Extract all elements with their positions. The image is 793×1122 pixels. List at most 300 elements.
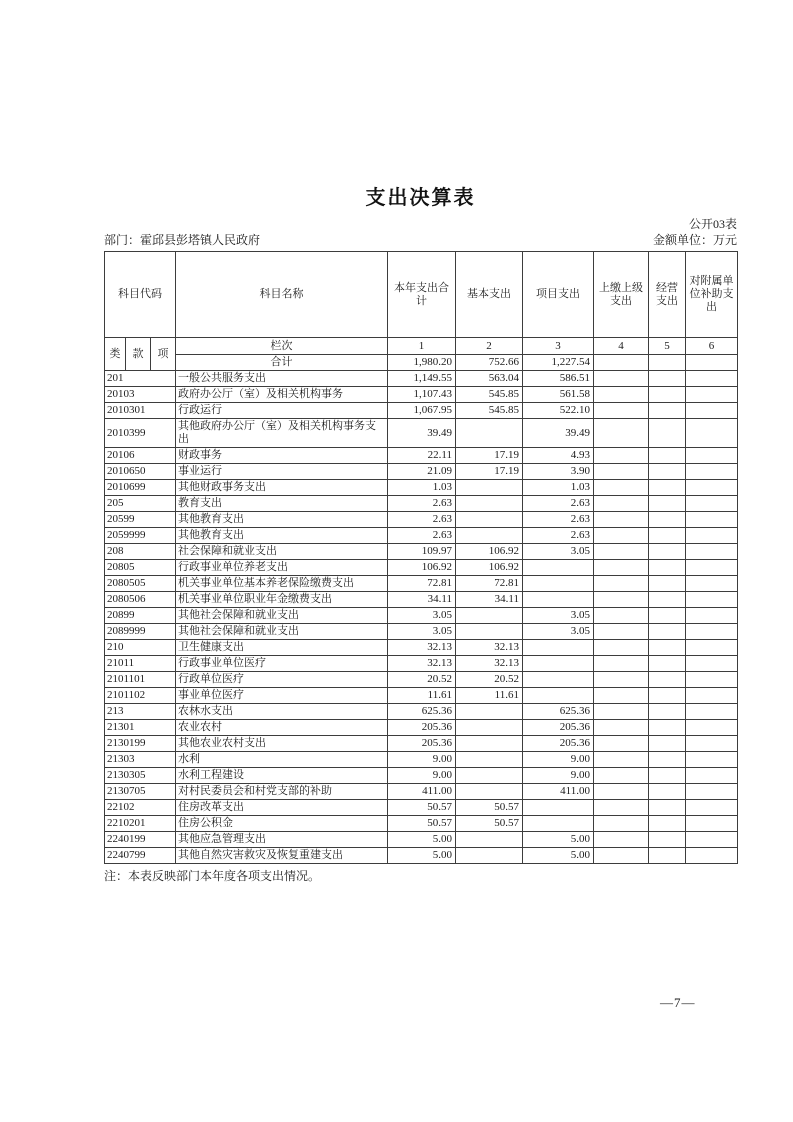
basic-expense-cell [456,704,523,720]
subject-code-cell: 2240199 [105,832,176,848]
project-expense-cell [523,560,594,576]
operating-expense-cell [649,448,686,464]
upper-remit-cell [594,800,649,816]
subsidy-expense-cell [686,419,738,448]
project-expense-cell: 3.90 [523,464,594,480]
subject-code-cell: 2010301 [105,403,176,419]
upper-remit-cell [594,592,649,608]
subject-name-cell: 卫生健康支出 [176,640,388,656]
unit-label: 金额单位：万元 [652,233,737,247]
table-row [105,560,738,576]
subject-code-cell: 21303 [105,752,176,768]
project-expense-cell [523,800,594,816]
upper-remit-cell [594,608,649,624]
page-number: —7— [660,995,696,1010]
subject-name-cell: 其他应急管理支出 [176,832,388,848]
subject-name-cell: 其他教育支出 [176,528,388,544]
basic-expense-cell: 106.92 [456,560,523,576]
upper-remit-cell [594,736,649,752]
subject-code-cell: 20106 [105,448,176,464]
total-expense-cell: 32.13 [388,656,456,672]
subsidy-expense-cell [686,480,738,496]
operating-expense-cell [649,832,686,848]
operating-expense-cell [649,672,686,688]
operating-expense-cell [649,528,686,544]
upper-remit-cell [594,371,649,387]
operating-expense-cell [649,464,686,480]
subject-code-cell: 2089999 [105,624,176,640]
operating-expense-cell [649,371,686,387]
subject-name-cell: 农林水支出 [176,704,388,720]
upper-remit-cell [594,496,649,512]
subject-name-cell: 社会保障和就业支出 [176,544,388,560]
operating-expense-cell [649,768,686,784]
project-expense-cell: 2.63 [523,496,594,512]
subject-name-cell: 其他社会保障和就业支出 [176,608,388,624]
project-expense-cell [523,592,594,608]
grand-total-row [105,355,738,371]
basic-expense-cell: 545.85 [456,403,523,419]
project-expense-cell: 3.05 [523,608,594,624]
total-expense-cell: 9.00 [388,768,456,784]
table-row [105,464,738,480]
total-expense-cell: 32.13 [388,640,456,656]
subject-name-cell: 机关事业单位职业年金缴费支出 [176,592,388,608]
subsidy-expense-cell [686,768,738,784]
subject-code-cell: 2130305 [105,768,176,784]
table-row [105,480,738,496]
subject-name-cell: 其他教育支出 [176,512,388,528]
total-label: 合计 [176,355,388,371]
project-expense-cell: 39.49 [523,419,594,448]
project-expense-cell: 4.93 [523,448,594,464]
table-row [105,832,738,848]
subject-name-cell: 农业农村 [176,720,388,736]
basic-expense-cell: 32.13 [456,656,523,672]
project-expense-cell [523,576,594,592]
basic-expense-cell [456,624,523,640]
subject-code-cell: 2080506 [105,592,176,608]
subject-name-cell: 事业运行 [176,464,388,480]
project-expense-cell [523,656,594,672]
subject-code-cell: 210 [105,640,176,656]
total-expense-cell: 20.52 [388,672,456,688]
operating-expense-cell [649,608,686,624]
subsidy-expense-cell [686,387,738,403]
total-value-3: 1,227.54 [523,355,594,371]
subheader-class: 类 [105,338,126,371]
upper-remit-cell [594,512,649,528]
total-expense-cell: 1,067.95 [388,403,456,419]
subsidy-expense-cell [686,371,738,387]
table-container [104,251,737,884]
table-row [105,371,738,387]
subject-name-cell: 政府办公厅（室）及相关机构事务 [176,387,388,403]
operating-expense-cell [649,387,686,403]
subject-code-cell: 2210201 [105,816,176,832]
subject-name-cell: 住房改革支出 [176,800,388,816]
subject-name-cell: 行政事业单位养老支出 [176,560,388,576]
project-expense-cell: 5.00 [523,832,594,848]
upper-remit-cell [594,688,649,704]
header-row [105,252,738,338]
subsidy-expense-cell [686,832,738,848]
subject-code-cell: 201 [105,371,176,387]
total-expense-cell: 9.00 [388,752,456,768]
subject-name-cell: 行政事业单位医疗 [176,656,388,672]
operating-expense-cell [649,544,686,560]
project-expense-cell [523,640,594,656]
basic-expense-cell: 17.19 [456,464,523,480]
subsidy-expense-cell [686,512,738,528]
table-row [105,608,738,624]
subsidy-expense-cell [686,800,738,816]
operating-expense-cell [649,403,686,419]
subject-code-cell: 2101102 [105,688,176,704]
table-row [105,720,738,736]
project-expense-cell: 205.36 [523,720,594,736]
project-expense-cell: 1.03 [523,480,594,496]
department-label: 部门：霍邱县彭塔镇人民政府 [104,233,261,247]
subsidy-expense-cell [686,560,738,576]
table-row [105,419,738,448]
subject-code-cell: 20599 [105,512,176,528]
project-expense-cell: 205.36 [523,736,594,752]
table-row [105,736,738,752]
subheader-item: 项 [151,338,176,371]
basic-expense-cell [456,752,523,768]
col-num-6: 6 [686,338,738,355]
basic-expense-cell [456,512,523,528]
subsidy-expense-cell [686,816,738,832]
table-row [105,544,738,560]
header-basic: 基本支出 [456,252,523,338]
upper-remit-cell [594,624,649,640]
table-row [105,688,738,704]
operating-expense-cell [649,800,686,816]
subsidy-expense-cell [686,752,738,768]
table-row [105,656,738,672]
expenditure-table [104,251,738,864]
upper-remit-cell [594,848,649,864]
total-expense-cell: 109.97 [388,544,456,560]
col-num-4: 4 [594,338,649,355]
total-expense-cell: 5.00 [388,832,456,848]
subject-name-cell: 水利 [176,752,388,768]
operating-expense-cell [649,752,686,768]
basic-expense-cell [456,720,523,736]
upper-remit-cell [594,720,649,736]
subsidy-expense-cell [686,848,738,864]
project-expense-cell: 625.36 [523,704,594,720]
subject-name-cell: 其他自然灾害救灾及恢复重建支出 [176,848,388,864]
subject-code-cell: 21301 [105,720,176,736]
upper-remit-cell [594,672,649,688]
subheader-section: 款 [126,338,151,371]
operating-expense-cell [649,720,686,736]
subject-code-cell: 20899 [105,608,176,624]
project-expense-cell: 3.05 [523,544,594,560]
total-expense-cell: 2.63 [388,512,456,528]
subsidy-expense-cell [686,403,738,419]
basic-expense-cell: 20.52 [456,672,523,688]
subsidy-expense-cell [686,576,738,592]
table-row [105,640,738,656]
subject-code-cell: 205 [105,496,176,512]
basic-expense-cell: 17.19 [456,448,523,464]
operating-expense-cell [649,688,686,704]
basic-expense-cell: 72.81 [456,576,523,592]
upper-remit-cell [594,752,649,768]
basic-expense-cell: 563.04 [456,371,523,387]
table-row [105,672,738,688]
subject-name-cell: 其他社会保障和就业支出 [176,624,388,640]
operating-expense-cell [649,656,686,672]
subject-name-cell: 其他政府办公厅（室）及相关机构事务支出 [176,419,388,448]
operating-expense-cell [649,640,686,656]
table-note: 注：本表反映部门本年度各项支出情况。 [104,869,321,883]
subject-code-cell: 213 [105,704,176,720]
table-row [105,784,738,800]
subject-code-cell: 20805 [105,560,176,576]
table-row [105,403,738,419]
total-expense-cell: 411.00 [388,784,456,800]
lanci-label: 栏次 [176,338,388,355]
meta-line [104,231,737,248]
project-expense-cell: 5.00 [523,848,594,864]
subject-code-cell: 20103 [105,387,176,403]
basic-expense-cell: 32.13 [456,640,523,656]
table-row [105,752,738,768]
header-total: 本年支出合计 [388,252,456,338]
operating-expense-cell [649,576,686,592]
table-row [105,800,738,816]
subject-code-cell: 2059999 [105,528,176,544]
col-num-5: 5 [649,338,686,355]
total-expense-cell: 625.36 [388,704,456,720]
col-num-1: 1 [388,338,456,355]
upper-remit-cell [594,544,649,560]
subsidy-expense-cell [686,464,738,480]
table-row [105,512,738,528]
upper-remit-cell [594,768,649,784]
basic-expense-cell: 11.61 [456,688,523,704]
operating-expense-cell [649,784,686,800]
project-expense-cell: 2.63 [523,528,594,544]
operating-expense-cell [649,592,686,608]
header-subject-code: 科目代码 [105,252,176,338]
upper-remit-cell [594,640,649,656]
operating-expense-cell [649,704,686,720]
subject-name-cell: 教育支出 [176,496,388,512]
subject-name-cell: 一般公共服务支出 [176,371,388,387]
total-expense-cell: 50.57 [388,816,456,832]
basic-expense-cell: 545.85 [456,387,523,403]
subject-code-cell: 2010399 [105,419,176,448]
project-expense-cell [523,672,594,688]
header-operating: 经营支出 [649,252,686,338]
table-row [105,496,738,512]
total-expense-cell: 106.92 [388,560,456,576]
basic-expense-cell: 50.57 [456,816,523,832]
upper-remit-cell [594,560,649,576]
table-row [105,768,738,784]
project-expense-cell: 561.58 [523,387,594,403]
project-expense-cell: 9.00 [523,768,594,784]
upper-remit-cell [594,419,649,448]
upper-remit-cell [594,816,649,832]
subsidy-expense-cell [686,688,738,704]
operating-expense-cell [649,848,686,864]
table-row [105,448,738,464]
upper-remit-cell [594,480,649,496]
subsidy-expense-cell [686,544,738,560]
upper-remit-cell [594,704,649,720]
table-row [105,528,738,544]
subject-code-cell: 2101101 [105,672,176,688]
subsidy-expense-cell [686,624,738,640]
subject-code-cell: 208 [105,544,176,560]
project-expense-cell [523,816,594,832]
basic-expense-cell [456,496,523,512]
total-expense-cell: 5.00 [388,848,456,864]
total-expense-cell: 1,149.55 [388,371,456,387]
subject-name-cell: 住房公积金 [176,816,388,832]
subsidy-expense-cell [686,528,738,544]
project-expense-cell: 3.05 [523,624,594,640]
basic-expense-cell: 34.11 [456,592,523,608]
subsidy-expense-cell [686,496,738,512]
subject-code-cell: 2080505 [105,576,176,592]
subject-code-cell: 2130199 [105,736,176,752]
project-expense-cell: 586.51 [523,371,594,387]
basic-expense-cell: 106.92 [456,544,523,560]
basic-expense-cell: 50.57 [456,800,523,816]
upper-remit-cell [594,656,649,672]
upper-remit-cell [594,448,649,464]
subsidy-expense-cell [686,640,738,656]
page-title: 支出决算表 [365,187,476,209]
table-row [105,704,738,720]
table-row [105,624,738,640]
table-row [105,816,738,832]
basic-expense-cell [456,784,523,800]
basic-expense-cell [456,736,523,752]
col-num-2: 2 [456,338,523,355]
total-expense-cell: 205.36 [388,720,456,736]
total-expense-cell: 1.03 [388,480,456,496]
subject-code-cell: 2010699 [105,480,176,496]
upper-remit-cell [594,387,649,403]
total-value-1: 1,980.20 [388,355,456,371]
table-row [105,576,738,592]
subject-code-cell: 2240799 [105,848,176,864]
total-value-5 [649,355,686,371]
subject-name-cell: 机关事业单位基本养老保险缴费支出 [176,576,388,592]
subject-name-cell: 行政运行 [176,403,388,419]
subsidy-expense-cell [686,448,738,464]
subsidy-expense-cell [686,656,738,672]
subject-code-cell: 2130705 [105,784,176,800]
subject-code-cell: 2010650 [105,464,176,480]
subsidy-expense-cell [686,720,738,736]
total-expense-cell: 11.61 [388,688,456,704]
operating-expense-cell [649,624,686,640]
header-subsidy: 对附属单位补助支出 [686,252,738,338]
total-expense-cell: 205.36 [388,736,456,752]
project-expense-cell [523,688,594,704]
subject-name-cell: 其他农业农村支出 [176,736,388,752]
basic-expense-cell [456,608,523,624]
operating-expense-cell [649,496,686,512]
upper-remit-cell [594,832,649,848]
project-expense-cell: 2.63 [523,512,594,528]
total-expense-cell: 2.63 [388,528,456,544]
project-expense-cell: 411.00 [523,784,594,800]
basic-expense-cell [456,832,523,848]
total-expense-cell: 22.11 [388,448,456,464]
basic-expense-cell [456,528,523,544]
project-expense-cell: 522.10 [523,403,594,419]
operating-expense-cell [649,736,686,752]
operating-expense-cell [649,816,686,832]
subject-code-cell: 22102 [105,800,176,816]
project-expense-cell: 9.00 [523,752,594,768]
subject-name-cell: 水利工程建设 [176,768,388,784]
col-num-3: 3 [523,338,594,355]
total-expense-cell: 3.05 [388,608,456,624]
operating-expense-cell [649,480,686,496]
subject-name-cell: 对村民委员会和村党支部的补助 [176,784,388,800]
header-upper-remit: 上缴上级支出 [594,252,649,338]
subsidy-expense-cell [686,736,738,752]
basic-expense-cell [456,768,523,784]
header-subject-name: 科目名称 [176,252,388,338]
subject-code-cell: 21011 [105,656,176,672]
column-number-row [105,338,738,355]
subject-name-cell: 财政事务 [176,448,388,464]
total-expense-cell: 39.49 [388,419,456,448]
operating-expense-cell [649,512,686,528]
subject-name-cell: 事业单位医疗 [176,688,388,704]
subsidy-expense-cell [686,704,738,720]
header-project: 项目支出 [523,252,594,338]
table-code-label: 公开03表 [688,217,737,231]
upper-remit-cell [594,403,649,419]
upper-remit-cell [594,528,649,544]
total-expense-cell: 2.63 [388,496,456,512]
total-expense-cell: 34.11 [388,592,456,608]
table-row [105,592,738,608]
subsidy-expense-cell [686,672,738,688]
subsidy-expense-cell [686,784,738,800]
operating-expense-cell [649,419,686,448]
total-expense-cell: 50.57 [388,800,456,816]
upper-remit-cell [594,464,649,480]
table-row [105,387,738,403]
total-value-4 [594,355,649,371]
total-value-2: 752.66 [456,355,523,371]
subject-name-cell: 其他财政事务支出 [176,480,388,496]
subsidy-expense-cell [686,608,738,624]
table-body [105,371,738,864]
total-expense-cell: 1,107.43 [388,387,456,403]
total-value-6 [686,355,738,371]
total-expense-cell: 3.05 [388,624,456,640]
table-row [105,848,738,864]
basic-expense-cell [456,848,523,864]
basic-expense-cell [456,480,523,496]
